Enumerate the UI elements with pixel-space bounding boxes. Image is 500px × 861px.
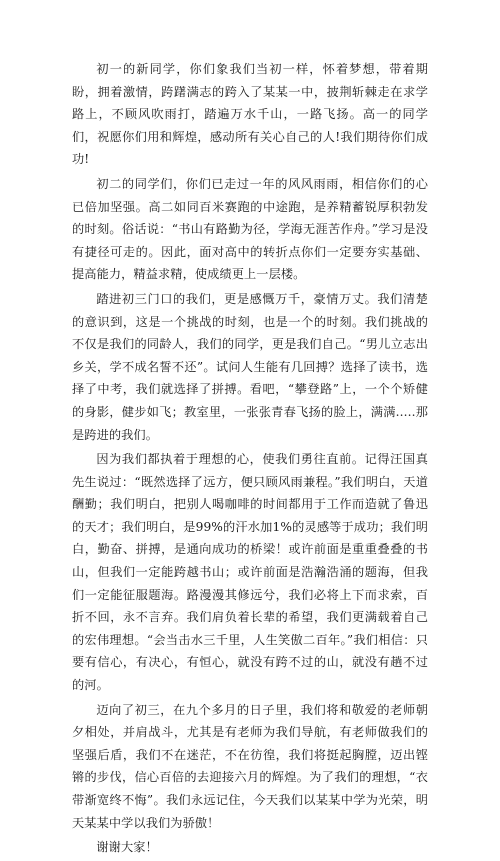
paragraph: 迈向了初三，在九个多月的日子里，我们将和敬爱的老师朝夕相处，并肩战斗，尤其是有老师为我们导航，有老师做我们的坚强后盾，我们不在迷茫，不在彷徨，我们将挺起胸膛，迈出铿锵的步伐，信心百倍的去迎接六月的辉煌。为了我们的理想，“衣带渐宽终不悔”。我们永远记住，今天我们以某某中学为光荣，明天某某中学以我们为骄傲！ <box>72 702 428 830</box>
paragraph: 初二的同学们，你们已走过一年的风风雨雨，相信你们的心已倍加坚强。高二如同百米赛跑的中途跑，是养精蓄锐厚积勃发的时刻。俗话说：“书山有路勤为径，学海无涯苦作舟。”学习是没有捷径可走的。因此，面对高中的转折点你们一定要夯实基础、提高能力，精益求精，使成绩更上一层楼。 <box>72 176 428 282</box>
document-body <box>72 58 428 861</box>
paragraph: 初一的新同学，你们象我们当初一样，怀着梦想，带着期盼，拥着激情，跨躇满志的跨入了某某一中，披荆斩棘走在求学路上，不顾风吹雨打，踏遍万水千山，一路飞扬。高一的同学们，祝愿你们用和辉煌，感动所有关心自己的人!我们期待你们成功! <box>72 62 428 167</box>
closing-line: 谢谢大家！ <box>96 840 158 855</box>
paragraph: 因为我们都执着于理想的心，使我们勇往直前。记得汪国真先生说过：“既然选择了远方，便只顾风雨兼程。”我们明白，天道酬勤；我们明白，把别人喝咖啡的时间都用于工作而造就了鲁迅的天才；我们明白，是99%的汗水加1%的灵感等于成功；我们明白，勤奋、拼搏，是通向成功的桥梁！或许前面是重重叠叠的书山，但我们一定能跨越书山；或许前面是浩瀚浩涌的题海，但我们一定能征服题海。路漫漫其修远兮，我们必将上下而求索，百折不回，永不言弃。我们肩负着长辈的希望，我们更满载着自己的宏伟理想。“会当击水三千里，人生笑傲二百年。”我们相信：只要有信心，有决心，有恒心，就没有跨不过的山，就没有趟不过的河。 <box>72 452 428 693</box>
paragraph: 踏进初三门口的我们，更是感慨万千，豪情万丈。我们清楚的意识到，这是一个挑战的时刻，也是一个的时刻。我们挑战的不仅是我们的同龄人，我们的同学，更是我们自己。“男儿立志出乡关，学不成名誓不还”。试问人生能有几回搏？选择了读书，选择了中考，我们就选择了拼搏。看吧，“攀登路”上，一个个矫健的身影，健步如飞；教室里，一张张青春飞扬的脸上，满满.....那是跨进的我们。 <box>72 291 428 442</box>
